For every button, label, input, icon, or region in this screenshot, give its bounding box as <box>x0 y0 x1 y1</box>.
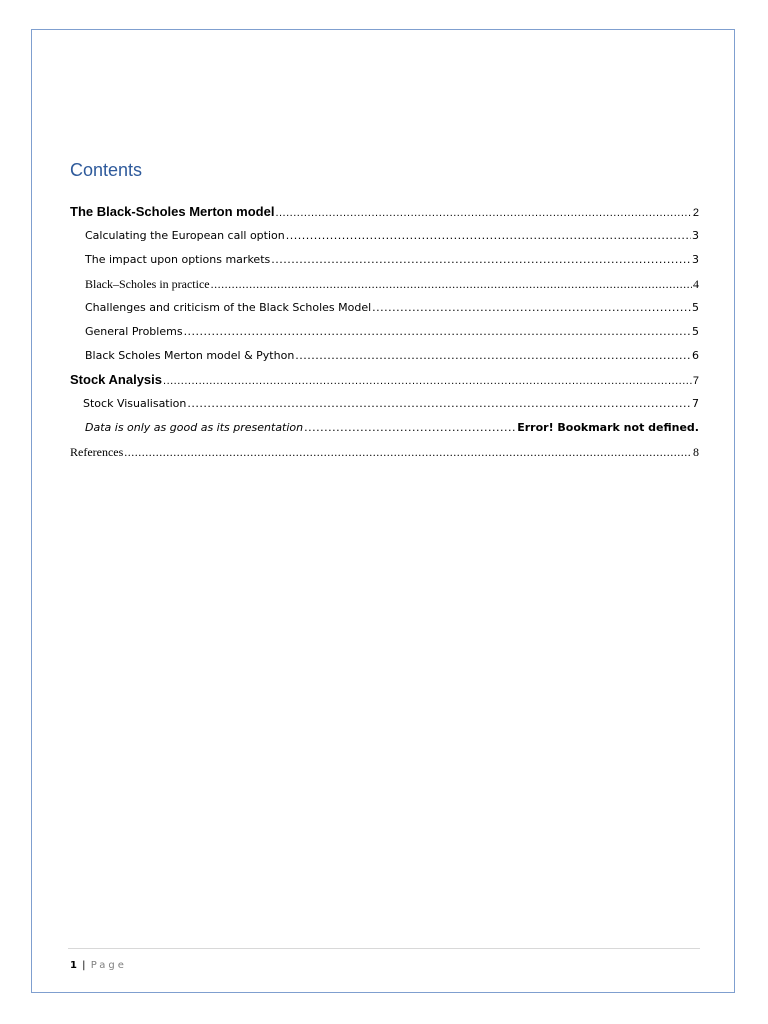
toc-page-number: 7 <box>692 397 699 410</box>
toc-page-number: 7 <box>692 375 699 387</box>
toc-leader-dots <box>124 440 692 464</box>
toc-entry-label: General Problems <box>85 325 183 338</box>
toc-entry[interactable] <box>70 272 699 296</box>
toc-entry[interactable] <box>70 392 699 416</box>
toc-entry[interactable] <box>70 224 699 248</box>
toc-entry-label: Calculating the European call option <box>85 229 285 242</box>
toc-entry[interactable] <box>70 200 699 224</box>
toc-entry[interactable] <box>70 416 699 440</box>
toc-entry-label: The Black-Scholes Merton model <box>70 204 275 219</box>
toc-entry-label: Challenges and criticism of the Black Scholes Model <box>85 301 372 314</box>
toc-entry-label: Stock Visualisation <box>83 397 187 410</box>
footer-page-label: Page <box>90 960 127 971</box>
toc-leader-dots <box>211 272 692 296</box>
toc-entry-label: The impact upon options markets <box>85 253 271 266</box>
toc-page-number: 5 <box>692 301 699 314</box>
toc-entry-label: Data is only as good as its presentation <box>85 421 304 434</box>
toc-entry[interactable] <box>70 440 699 464</box>
toc-page-number: 4 <box>693 277 699 291</box>
toc-page-number: 5 <box>692 325 699 338</box>
toc-leader-dots <box>275 201 691 224</box>
toc-leader-dots <box>163 369 692 392</box>
footer-separator: | <box>82 960 86 971</box>
toc-entry[interactable] <box>70 320 699 344</box>
toc-page-number: 3 <box>692 253 699 266</box>
toc-leader-dots <box>184 320 691 344</box>
toc-leader-dots <box>271 248 691 272</box>
toc-entry[interactable] <box>70 368 699 392</box>
toc-entry[interactable] <box>70 344 699 368</box>
toc-entry-label: Black Scholes Merton model & Python <box>85 349 295 362</box>
toc-leader-dots <box>304 416 516 440</box>
footer-page-number: 1 <box>70 960 77 971</box>
page-footer <box>70 960 127 971</box>
toc-page-number: 8 <box>693 445 699 459</box>
table-of-contents <box>70 200 699 464</box>
toc-page-number: 6 <box>692 349 699 362</box>
footer-rule <box>68 948 700 949</box>
toc-leader-dots <box>187 392 691 416</box>
toc-entry[interactable] <box>70 248 699 272</box>
toc-entry-label: References <box>70 445 124 459</box>
toc-page-number: 3 <box>692 229 699 242</box>
toc-page-number: 2 <box>692 207 699 219</box>
toc-leader-dots <box>295 344 691 368</box>
toc-entry-label: Black–Scholes in practice <box>85 277 210 291</box>
toc-entry-label: Stock Analysis <box>70 372 163 387</box>
toc-entry[interactable] <box>70 296 699 320</box>
toc-leader-dots <box>286 224 691 248</box>
toc-page-error: Error! Bookmark not defined. <box>517 421 699 434</box>
toc-heading: Contents <box>70 160 143 180</box>
toc-leader-dots <box>372 296 691 320</box>
